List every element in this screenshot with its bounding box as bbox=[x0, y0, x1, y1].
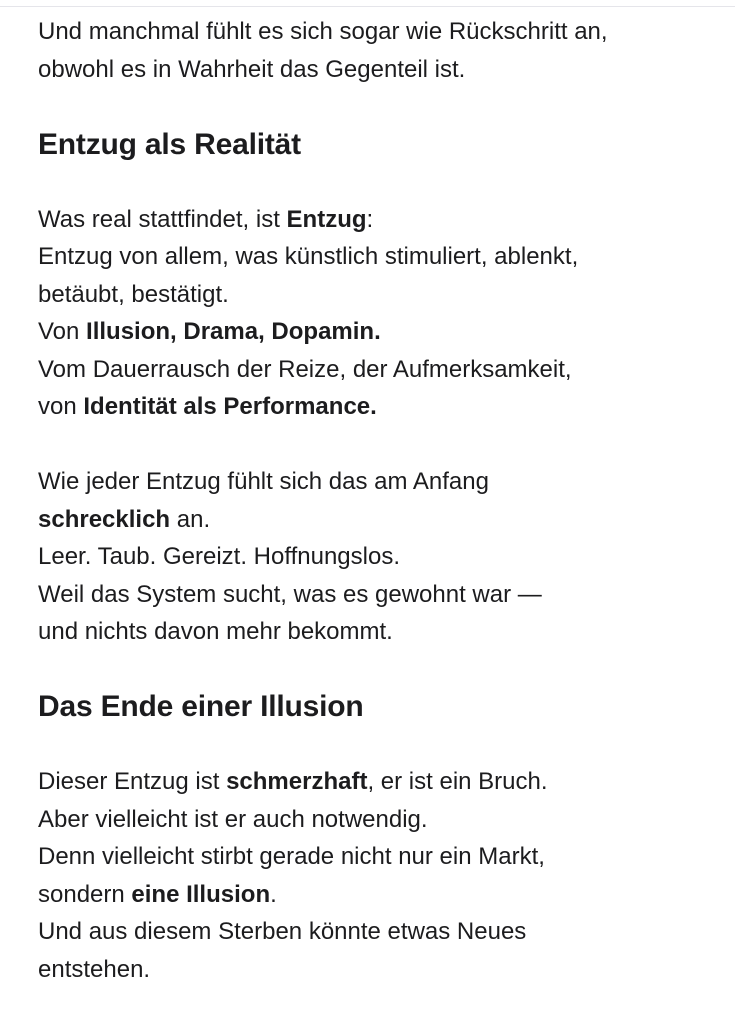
intro-line: obwohl es in Wahrheit das Gegenteil ist. bbox=[38, 55, 466, 83]
paragraph-line: Entzug von allem, was künstlich stimuliert, ablenkt, bbox=[38, 243, 579, 270]
paragraph-line: Vom Dauerrausch der Reize, der Aufmerksamkeit, bbox=[38, 355, 572, 383]
paragraph-line: und nichts davon mehr bekommt. bbox=[38, 618, 393, 645]
section-heading: Entzug als Realität bbox=[38, 127, 301, 161]
paragraph-line: Von Illusion, Drama, Dopamin. bbox=[38, 318, 381, 345]
section-heading: Das Ende einer Illusion bbox=[38, 690, 364, 723]
paragraph-line: Leer. Taub. Gereizt. Hoffnungslos. bbox=[38, 543, 401, 570]
spacer bbox=[38, 651, 718, 689]
spacer bbox=[38, 163, 718, 201]
paragraph-line: Denn vielleicht stirbt gerade nicht nur ein Markt, bbox=[38, 843, 545, 870]
bold-text: eine Illusion bbox=[131, 880, 271, 908]
bold-text: schmerzhaft bbox=[226, 768, 368, 795]
paragraph-line: Was real stattfindet, ist Entzug: bbox=[38, 205, 374, 233]
paragraph-line: sondern eine Illusion. bbox=[38, 880, 277, 908]
paragraph-line: schrecklich an. bbox=[38, 505, 211, 533]
bold-text: Entzug bbox=[286, 205, 367, 233]
paragraph-line: entstehen. bbox=[38, 955, 151, 983]
spacer bbox=[38, 726, 718, 764]
paragraph-line: von Identität als Performance. bbox=[38, 393, 377, 420]
paragraph-line: Weil das System sucht, was es gewohnt war — bbox=[38, 580, 542, 608]
paragraph-line: Wie jeder Entzug fühlt sich das am Anfang bbox=[38, 468, 489, 495]
bold-text: schrecklich bbox=[38, 505, 171, 533]
spacer bbox=[38, 88, 718, 126]
bold-text: Identität als Performance. bbox=[83, 393, 377, 420]
top-divider bbox=[0, 6, 735, 7]
article-body bbox=[38, 13, 718, 988]
paragraph-line: Aber vielleicht ist er auch notwendig. bbox=[38, 805, 428, 833]
paragraph-line: betäubt, bestätigt. bbox=[38, 280, 229, 308]
paragraph-line: Dieser Entzug ist schmerzhaft, er ist ein Bruch. bbox=[38, 768, 548, 795]
spacer bbox=[38, 426, 718, 464]
intro-line: Und manchmal fühlt es sich sogar wie Rückschritt an, bbox=[38, 18, 608, 45]
bold-text: Illusion, Drama, Dopamin. bbox=[86, 318, 381, 345]
paragraph-line: Und aus diesem Sterben könnte etwas Neues bbox=[38, 918, 527, 945]
